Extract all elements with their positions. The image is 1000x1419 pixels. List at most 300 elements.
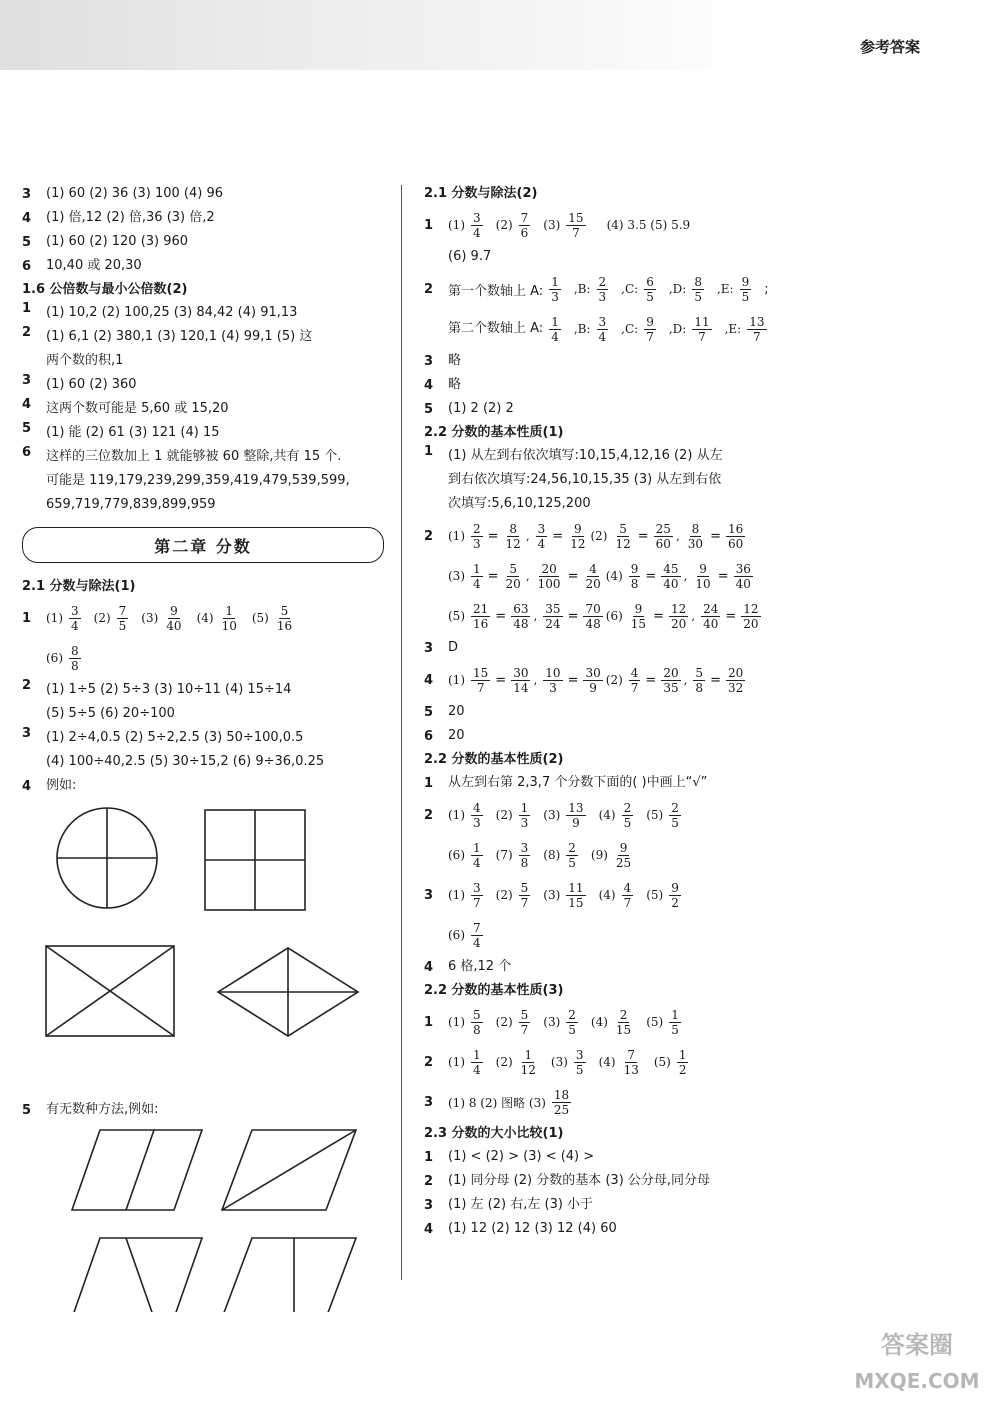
item-label: (4) (605, 569, 623, 583)
question-number: 3 (424, 1094, 434, 1110)
equation-row (424, 660, 794, 700)
fraction-item (543, 275, 564, 304)
question-number: 4 (424, 672, 434, 688)
fraction (220, 604, 239, 633)
item-label: (3) (543, 218, 561, 232)
fraction (622, 881, 634, 910)
example-figures-division (22, 798, 384, 1098)
fraction (669, 1008, 681, 1037)
answer-line: 到右依次填写:24,56,10,15,35 (3) 从左到右依 (448, 472, 722, 487)
question-number: 2 (424, 528, 434, 544)
example-figures-parallelograms (22, 1122, 384, 1312)
fraction (566, 1008, 578, 1037)
denominator: 10 (695, 576, 711, 591)
fraction (747, 315, 766, 344)
fraction (583, 562, 602, 591)
numerator: 20 (541, 561, 557, 576)
denominator: 35 (663, 680, 679, 695)
question-number: 3 (424, 887, 434, 903)
numerator: 4 (623, 880, 632, 895)
fraction-item (646, 1008, 684, 1037)
question-2-1b-3 (424, 349, 794, 373)
answer-text: (1) 倍,12 (2) 倍,36 (3) 倍,2 (46, 210, 215, 225)
fraction-item (543, 211, 588, 240)
question-text: 有无数种方法,例如: (46, 1102, 159, 1117)
left-top-items (22, 182, 384, 278)
denominator: 5 (118, 618, 127, 633)
denominator: 3 (473, 536, 481, 551)
fraction (519, 841, 531, 870)
denominator: 5 (568, 1022, 576, 1037)
fraction (614, 841, 633, 870)
item-label: (9) (590, 848, 608, 862)
fraction-item (669, 275, 707, 304)
fraction-item (94, 604, 132, 633)
item-label: (6) (46, 651, 63, 665)
denominator: 7 (476, 680, 485, 695)
fraction (566, 801, 585, 830)
item-label: (1) (448, 888, 465, 902)
numerator: 7 (118, 603, 127, 618)
item-label: ,E: (724, 322, 742, 336)
question-2-2a-5 (424, 700, 794, 724)
fraction (614, 1008, 633, 1037)
question-2-2a-2 (424, 516, 794, 636)
denominator: 5 (694, 289, 702, 304)
item-label: , (533, 609, 538, 623)
fraction (275, 604, 294, 633)
denominator: 9 (572, 815, 580, 830)
question-number: 3 (424, 353, 434, 369)
parallelogram-vertical-split-figure (72, 1130, 202, 1210)
item-label: (4) (598, 1055, 616, 1069)
denominator: 7 (572, 225, 580, 240)
question-2-1b-4 (424, 373, 794, 397)
fraction (471, 1048, 483, 1077)
denominator: 2 (671, 895, 679, 910)
numerator: 8 (694, 274, 702, 289)
answer-line: (5) 5÷5 (6) 20÷100 (46, 706, 175, 721)
answer-line: 这样的三位数加上 1 就能够被 60 整除,共有 15 个. (46, 449, 342, 464)
fraction-item (496, 801, 534, 830)
question-number: 2 (22, 325, 32, 340)
fraction (629, 602, 648, 631)
numerator: 12 (743, 601, 759, 616)
fraction (726, 522, 745, 551)
fraction-row-continued (424, 835, 794, 875)
denominator: 7 (473, 895, 481, 910)
answer-line: 这两个数可能是 5,60 或 15,20 (46, 401, 229, 416)
denominator: 3 (473, 815, 481, 830)
denominator: 12 (570, 536, 586, 551)
question-2-1a-5 (22, 1098, 384, 1122)
fraction (629, 562, 641, 591)
numerator: 10 (545, 665, 561, 680)
number-line-prefix: 第一个数轴上 A: (448, 283, 544, 299)
denominator: 3 (549, 680, 557, 695)
item-label: (1) (448, 673, 465, 687)
answer-lines (46, 678, 384, 726)
answer-line: 次填写:5,6,10,125,200 (448, 496, 591, 511)
fraction (661, 666, 680, 695)
fraction-item (591, 841, 636, 870)
fraction-item (543, 315, 564, 344)
fraction-item (654, 1048, 692, 1077)
fraction-row (448, 795, 794, 835)
fraction (574, 1048, 586, 1077)
answer-text: (1) 同分母 (2) 分数的基本 (3) 公分母,同分母 (448, 1173, 711, 1188)
answer-line: (4) 100÷40,2.5 (5) 30÷15,2 (6) 9÷36,0.25 (46, 754, 325, 769)
numerator: 24 (703, 601, 719, 616)
numerator: 7 (473, 920, 481, 935)
answer-tail: (4) 3.5 (5) 5.9 (606, 218, 691, 232)
item-label: (1) (448, 1015, 465, 1029)
fraction (471, 602, 490, 631)
equation-row (424, 596, 794, 636)
fraction-item (496, 881, 534, 910)
denominator: 8 (473, 1022, 481, 1037)
fraction-group (448, 211, 599, 240)
question-number: 5 (22, 421, 32, 436)
answer-item (22, 373, 384, 397)
section-title-2-2-part2: 2.2 分数的基本性质(2) (424, 752, 564, 767)
fraction (471, 881, 483, 910)
item-label: (7) (495, 848, 513, 862)
question-text: 6 格,12 个 (448, 959, 512, 974)
answer-lines (46, 373, 384, 397)
item-label: (3) (141, 611, 159, 625)
numerator: 25 (655, 521, 671, 536)
fraction (504, 522, 523, 551)
denominator: 3 (520, 815, 529, 830)
numerator: 70 (585, 601, 601, 616)
fraction-item (448, 881, 486, 910)
equals-sign: = (717, 568, 729, 584)
numerator: 13 (749, 314, 765, 329)
equals-sign: = (653, 608, 664, 624)
item-label: ,E: (716, 282, 734, 296)
fraction-item (46, 604, 84, 633)
parallelogram-figures-svg (22, 1122, 384, 1312)
fraction (622, 801, 634, 830)
numerator: 9 (170, 603, 178, 618)
answer-text: (1) 12 (2) 12 (3) 12 (4) 60 (448, 1221, 617, 1236)
answer-text: (1) 8 (2) 图略 (3) (448, 1095, 546, 1110)
numerator: 35 (545, 601, 561, 616)
question-number: 1 (424, 775, 434, 791)
equation-row (424, 556, 794, 596)
question-number: 4 (424, 1221, 434, 1237)
denominator: 5 (575, 1062, 584, 1077)
numerator: 2 (568, 1007, 576, 1022)
question-number: 5 (22, 234, 32, 250)
item-label: (6) (448, 928, 465, 942)
question-text: 略 (448, 353, 462, 368)
fraction-row-continued (22, 638, 384, 678)
denominator: 40 (166, 618, 182, 633)
fraction-item (543, 881, 588, 910)
numerator: 7 (520, 210, 529, 225)
fraction (69, 644, 81, 673)
fraction (661, 562, 680, 591)
item-label: (1) (448, 1055, 465, 1069)
denominator: 20 (670, 616, 687, 631)
fraction-group (543, 275, 764, 304)
numerator: 9 (634, 601, 643, 616)
denominator: 4 (473, 576, 481, 591)
question-2-1b-5 (424, 397, 794, 421)
numerator: 15 (473, 665, 489, 680)
fraction-item (496, 1048, 541, 1077)
denominator: 25 (615, 855, 632, 870)
denominator: 5 (741, 289, 750, 304)
numerator: 11 (568, 880, 584, 895)
fraction (549, 315, 561, 344)
numerator: 9 (619, 840, 628, 855)
question-text: 从左到右第 2,3,7 个分数下面的( )中画上“√” (448, 775, 708, 790)
denominator: 8 (71, 658, 79, 673)
answer-item (424, 1193, 794, 1217)
equals-sign: = (487, 528, 499, 544)
denominator: 4 (598, 329, 607, 344)
rectangle-diagonals-figure (46, 946, 174, 1036)
answer-lines (46, 325, 384, 373)
fraction-item (669, 315, 715, 344)
denominator: 12 (615, 536, 631, 551)
answer-line: (1) 能 (2) 61 (3) 121 (4) 15 (46, 425, 220, 440)
denominator: 48 (513, 616, 529, 631)
question-number: 2 (424, 807, 434, 823)
item-label: (4) (598, 888, 616, 902)
page-header-title: 参考答案 (859, 38, 920, 56)
fraction (740, 275, 752, 304)
fraction (519, 211, 531, 240)
equals-sign: = (645, 568, 657, 584)
denominator: 4 (473, 225, 481, 240)
answer-item (22, 445, 384, 517)
column-divider (401, 185, 402, 1280)
fraction-item (599, 801, 637, 830)
fraction-item (551, 1048, 589, 1077)
question-number: 3 (424, 1197, 434, 1213)
question-number: 3 (22, 726, 32, 741)
equation-group (448, 516, 794, 556)
denominator: 2 (678, 1062, 687, 1077)
equals-sign: = (567, 568, 579, 584)
fraction (504, 562, 523, 591)
denominator: 40 (663, 576, 679, 591)
numerator: 9 (741, 274, 750, 289)
denominator: 60 (655, 536, 671, 551)
fraction (692, 315, 711, 344)
numerator: 1 (551, 314, 559, 329)
question-number: 2 (22, 678, 32, 693)
fraction (566, 211, 585, 240)
fraction-row-continued (424, 915, 794, 955)
denominator: 7 (520, 1022, 529, 1037)
numerator: 8 (691, 521, 700, 536)
item-label: , (533, 673, 538, 687)
question-text: 20 (448, 728, 465, 743)
item-label: (5) (448, 609, 465, 623)
denominator: 9 (589, 680, 597, 695)
numerator: 8 (71, 643, 79, 658)
numerator: 5 (280, 603, 289, 618)
numerator: 2 (568, 840, 576, 855)
answer-text: 10,40 或 20,30 (46, 258, 142, 273)
fraction (519, 1008, 531, 1037)
denominator: 20 (585, 576, 601, 591)
item-label: (5) (653, 1055, 671, 1069)
answer-lines (46, 397, 384, 421)
fraction-item (646, 881, 684, 910)
item-label: , (675, 529, 680, 543)
question-number: 2 (424, 1173, 434, 1189)
item-label: (5) (646, 1015, 664, 1029)
fraction-item (46, 644, 84, 673)
fraction-item (448, 841, 486, 870)
equals-sign: = (495, 608, 507, 624)
item-label: , (691, 609, 696, 623)
item-label: (3) (543, 1015, 561, 1029)
fraction-group (543, 315, 779, 344)
item-label: ,B: (573, 282, 591, 296)
numerator: 7 (627, 1047, 636, 1062)
fraction (669, 602, 688, 631)
item-label: (2) (495, 888, 513, 902)
answer-item (424, 1145, 794, 1169)
fraction (568, 522, 587, 551)
numerator: 1 (473, 840, 481, 855)
numerator: 3 (537, 521, 546, 536)
denominator: 7 (520, 895, 529, 910)
denominator: 6 (520, 225, 529, 240)
fraction (471, 562, 483, 591)
parallelogram-triangle-split-figure (72, 1238, 202, 1312)
denominator: 5 (623, 815, 632, 830)
question-2-2c-1 (424, 1002, 794, 1042)
answer-item (22, 301, 384, 325)
answer-line: (1) 10,2 (2) 100,25 (3) 84,42 (4) 91,13 (46, 305, 298, 320)
chapter-title-banner (22, 527, 384, 563)
fraction-item (599, 1048, 644, 1077)
numerator: 1 (473, 1047, 481, 1062)
fraction-item (543, 801, 588, 830)
item-label: (3) (543, 808, 561, 822)
row-end: ; (764, 281, 769, 297)
fraction-item (717, 275, 754, 304)
denominator: 8 (695, 680, 704, 695)
denominator: 7 (646, 329, 654, 344)
item-label: , (525, 529, 530, 543)
answer-line: (1) 60 (2) 360 (46, 377, 137, 392)
answer-lines (46, 301, 384, 325)
question-2-1b-2 (424, 269, 794, 309)
item-label: ,D: (668, 282, 687, 296)
numerator: 4 (630, 665, 639, 680)
item-label: (1) (46, 611, 63, 625)
fraction-item (448, 921, 486, 950)
fraction-item (599, 881, 637, 910)
question-number: 1 (424, 444, 434, 459)
question-2-2a-4 (424, 660, 794, 700)
numerator: 5 (473, 1007, 481, 1022)
fraction (583, 666, 602, 695)
fraction (693, 562, 712, 591)
numerator: 9 (630, 561, 639, 576)
question-2-2b-3 (424, 875, 794, 915)
question-text: D (448, 640, 459, 655)
question-number: 2 (424, 1054, 434, 1070)
fraction (471, 666, 490, 695)
question-text: 20 (448, 704, 465, 719)
fraction (644, 315, 656, 344)
denominator: 40 (703, 616, 719, 631)
item-label: ,B: (573, 322, 591, 336)
fraction-item (448, 211, 486, 240)
question-2-2c-3 (424, 1082, 794, 1122)
fraction (613, 522, 632, 551)
question-2-1a-3 (22, 726, 384, 774)
numerator: 9 (699, 561, 707, 576)
denominator: 24 (545, 616, 561, 631)
denominator: 20 (743, 616, 759, 631)
denominator: 7 (630, 680, 639, 695)
denominator: 5 (568, 855, 576, 870)
fraction-item (591, 1008, 636, 1037)
numerator: 5 (509, 561, 517, 576)
numerator: 1 (473, 561, 481, 576)
circle-quartered-figure (57, 808, 157, 908)
question-2-1a-2 (22, 678, 384, 726)
item-label: (6) (448, 848, 465, 862)
item-label: (2) (605, 673, 623, 687)
numerator: 9 (646, 314, 654, 329)
question-number: 4 (424, 377, 434, 393)
equals-sign: = (710, 528, 721, 544)
denominator: 12 (520, 1062, 536, 1077)
answer-lines (448, 444, 794, 516)
question-2-2b-1 (424, 771, 794, 795)
fraction-row (448, 205, 794, 245)
equals-sign: = (637, 528, 649, 544)
equation-group (448, 556, 794, 596)
fraction-item (448, 801, 486, 830)
denominator: 3 (551, 289, 559, 304)
fraction-item (621, 275, 659, 304)
numerator: 1 (520, 800, 529, 815)
denominator: 20 (505, 576, 521, 591)
fraction (511, 666, 530, 695)
section-2-3-items (424, 1145, 794, 1241)
numerator: 3 (473, 880, 481, 895)
equation-group (448, 596, 794, 636)
answer-text: (1) < (2) > (3) < (4) > (448, 1149, 595, 1164)
denominator: 32 (727, 680, 744, 695)
item-label: (2) (590, 529, 608, 543)
denominator: 7 (623, 895, 632, 910)
numerator: 8 (509, 521, 517, 536)
denominator: 4 (473, 935, 481, 950)
fraction (117, 604, 129, 633)
item-label: (2) (495, 808, 513, 822)
question-number: 1 (424, 217, 434, 233)
fraction (519, 881, 531, 910)
question-number: 1 (424, 1149, 434, 1165)
numerator: 15 (568, 210, 584, 225)
question-2-1a-1 (22, 598, 384, 638)
fraction (471, 211, 483, 240)
